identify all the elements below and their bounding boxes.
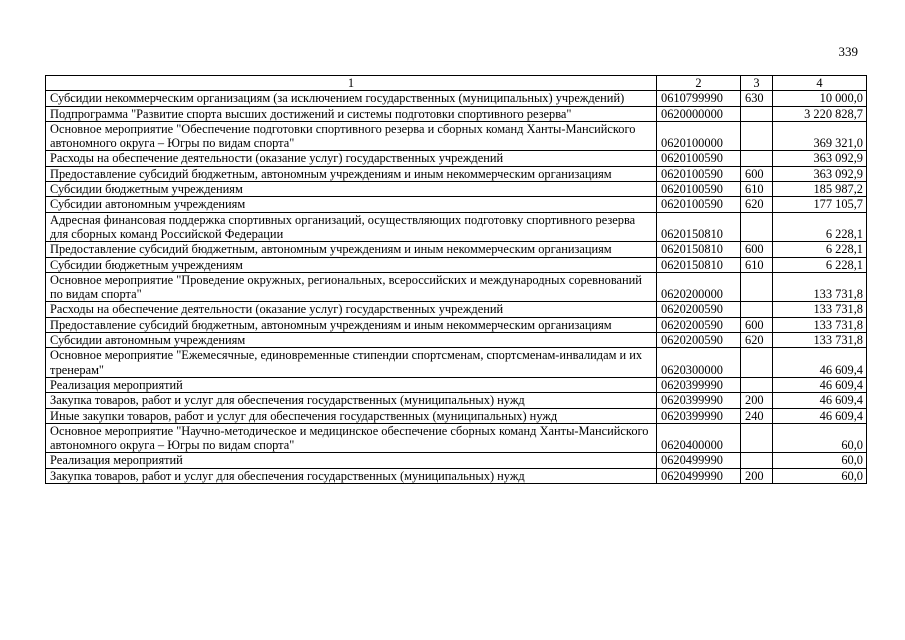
row-vr-cell [741,423,773,453]
row-code-cell: 0620100590 [657,166,741,181]
row-vr-cell: 200 [741,468,773,483]
row-sum-cell: 133 731,8 [773,317,867,332]
table-row [46,453,867,468]
row-code-cell: 0620150810 [657,257,741,272]
row-vr-cell: 620 [741,333,773,348]
row-code-cell: 0620399990 [657,408,741,423]
row-name-cell: Расходы на обеспечение деятельности (оказание услуг) государственных учреждений [46,302,657,317]
table-row [46,317,867,332]
row-vr-cell [741,377,773,392]
row-name-cell: Субсидии бюджетным учреждениям [46,257,657,272]
row-vr-cell: 600 [741,317,773,332]
row-name-cell: Расходы на обеспечение деятельности (оказание услуг) государственных учреждений [46,151,657,166]
row-sum-cell: 133 731,8 [773,302,867,317]
row-code-cell: 0620499990 [657,453,741,468]
row-name-cell: Основное мероприятие "Ежемесячные, единовременные стипендии спортсменам, спортсменам-инвалидам и их тренерам" [46,348,657,378]
header-col-1: 1 [46,76,657,91]
row-name-cell: Субсидии бюджетным учреждениям [46,182,657,197]
row-code-cell: 0620200000 [657,272,741,302]
row-sum-cell: 133 731,8 [773,333,867,348]
row-sum-cell: 60,0 [773,423,867,453]
table-row [46,212,867,242]
row-vr-cell: 610 [741,182,773,197]
row-vr-cell [741,348,773,378]
row-sum-cell: 6 228,1 [773,212,867,242]
table-row [46,348,867,378]
row-name-cell: Адресная финансовая поддержка спортивных организаций, осуществляющих подготовку спортивного резерва для сборных команд Российской Федерации [46,212,657,242]
table-row [46,91,867,106]
row-sum-cell: 10 000,0 [773,91,867,106]
table-row [46,257,867,272]
row-code-cell: 0620499990 [657,468,741,483]
row-sum-cell: 369 321,0 [773,121,867,151]
row-vr-cell [741,106,773,121]
row-name-cell: Субсидии автономным учреждениям [46,333,657,348]
row-sum-cell: 177 105,7 [773,197,867,212]
row-sum-cell: 6 228,1 [773,257,867,272]
row-vr-cell [741,302,773,317]
row-sum-cell: 363 092,9 [773,151,867,166]
row-name-cell: Субсидии некоммерческим организациям (за исключением государственных (муниципальных) учреждений) [46,91,657,106]
row-code-cell: 0620200590 [657,333,741,348]
budget-table [45,75,867,484]
row-code-cell: 0620100000 [657,121,741,151]
table-row [46,333,867,348]
row-code-cell: 0620000000 [657,106,741,121]
header-row [46,76,867,91]
row-name-cell: Основное мероприятие "Научно-методическое и медицинское обеспечение сборных команд Ханты-Мансийского автономного округа – Югры по видам спорта" [46,423,657,453]
table-row [46,423,867,453]
row-vr-cell [741,272,773,302]
table-row [46,393,867,408]
table-row [46,408,867,423]
row-code-cell: 0620399990 [657,377,741,392]
row-code-cell: 0620150810 [657,242,741,257]
row-code-cell: 0620400000 [657,423,741,453]
row-vr-cell [741,212,773,242]
table-row [46,166,867,181]
table-row [46,468,867,483]
row-vr-cell: 630 [741,91,773,106]
row-code-cell: 0610799990 [657,91,741,106]
row-code-cell: 0620200590 [657,317,741,332]
row-sum-cell: 6 228,1 [773,242,867,257]
row-vr-cell [741,151,773,166]
table-row [46,121,867,151]
row-name-cell: Реализация мероприятий [46,453,657,468]
row-vr-cell: 200 [741,393,773,408]
row-code-cell: 0620300000 [657,348,741,378]
row-sum-cell: 60,0 [773,468,867,483]
row-sum-cell: 46 609,4 [773,408,867,423]
row-sum-cell: 46 609,4 [773,377,867,392]
row-name-cell: Реализация мероприятий [46,377,657,392]
table-row [46,151,867,166]
row-code-cell: 0620200590 [657,302,741,317]
row-sum-cell: 3 220 828,7 [773,106,867,121]
row-vr-cell [741,453,773,468]
row-vr-cell: 600 [741,166,773,181]
table-row [46,106,867,121]
row-vr-cell: 240 [741,408,773,423]
header-col-2: 2 [657,76,741,91]
row-name-cell: Основное мероприятие "Обеспечение подготовки спортивного резерва и сборных команд Ханты-Мансийского автономного округа – Югры по видам спорта" [46,121,657,151]
row-name-cell: Предоставление субсидий бюджетным, автономным учреждениям и иным некоммерческим организациям [46,166,657,181]
row-sum-cell: 46 609,4 [773,393,867,408]
row-name-cell: Иные закупки товаров, работ и услуг для обеспечения государственных (муниципальных) нужд [46,408,657,423]
row-sum-cell: 46 609,4 [773,348,867,378]
row-name-cell: Предоставление субсидий бюджетным, автономным учреждениям и иным некоммерческим организациям [46,242,657,257]
row-sum-cell: 133 731,8 [773,272,867,302]
page-number: 339 [838,44,858,59]
row-name-cell: Закупка товаров, работ и услуг для обеспечения государственных (муниципальных) нужд [46,393,657,408]
row-code-cell: 0620100590 [657,197,741,212]
row-vr-cell: 610 [741,257,773,272]
row-name-cell: Подпрограмма "Развитие спорта высших достижений и системы подготовки спортивного резерва" [46,106,657,121]
row-code-cell: 0620100590 [657,151,741,166]
row-name-cell: Закупка товаров, работ и услуг для обеспечения государственных (муниципальных) нужд [46,468,657,483]
row-name-cell: Основное мероприятие "Проведение окружных, региональных, всероссийских и международных соревнований по видам спорта" [46,272,657,302]
row-vr-cell: 620 [741,197,773,212]
table-row [46,302,867,317]
header-col-4: 4 [773,76,867,91]
header-col-3: 3 [741,76,773,91]
row-vr-cell [741,121,773,151]
table-row [46,377,867,392]
table-body [46,91,867,484]
row-vr-cell: 600 [741,242,773,257]
row-sum-cell: 185 987,2 [773,182,867,197]
row-name-cell: Субсидии автономным учреждениям [46,197,657,212]
row-code-cell: 0620399990 [657,393,741,408]
table-row [46,272,867,302]
row-name-cell: Предоставление субсидий бюджетным, автономным учреждениям и иным некоммерческим организациям [46,317,657,332]
row-sum-cell: 363 092,9 [773,166,867,181]
row-code-cell: 0620100590 [657,182,741,197]
row-code-cell: 0620150810 [657,212,741,242]
table-row [46,197,867,212]
row-sum-cell: 60,0 [773,453,867,468]
table-row [46,182,867,197]
table-row [46,242,867,257]
